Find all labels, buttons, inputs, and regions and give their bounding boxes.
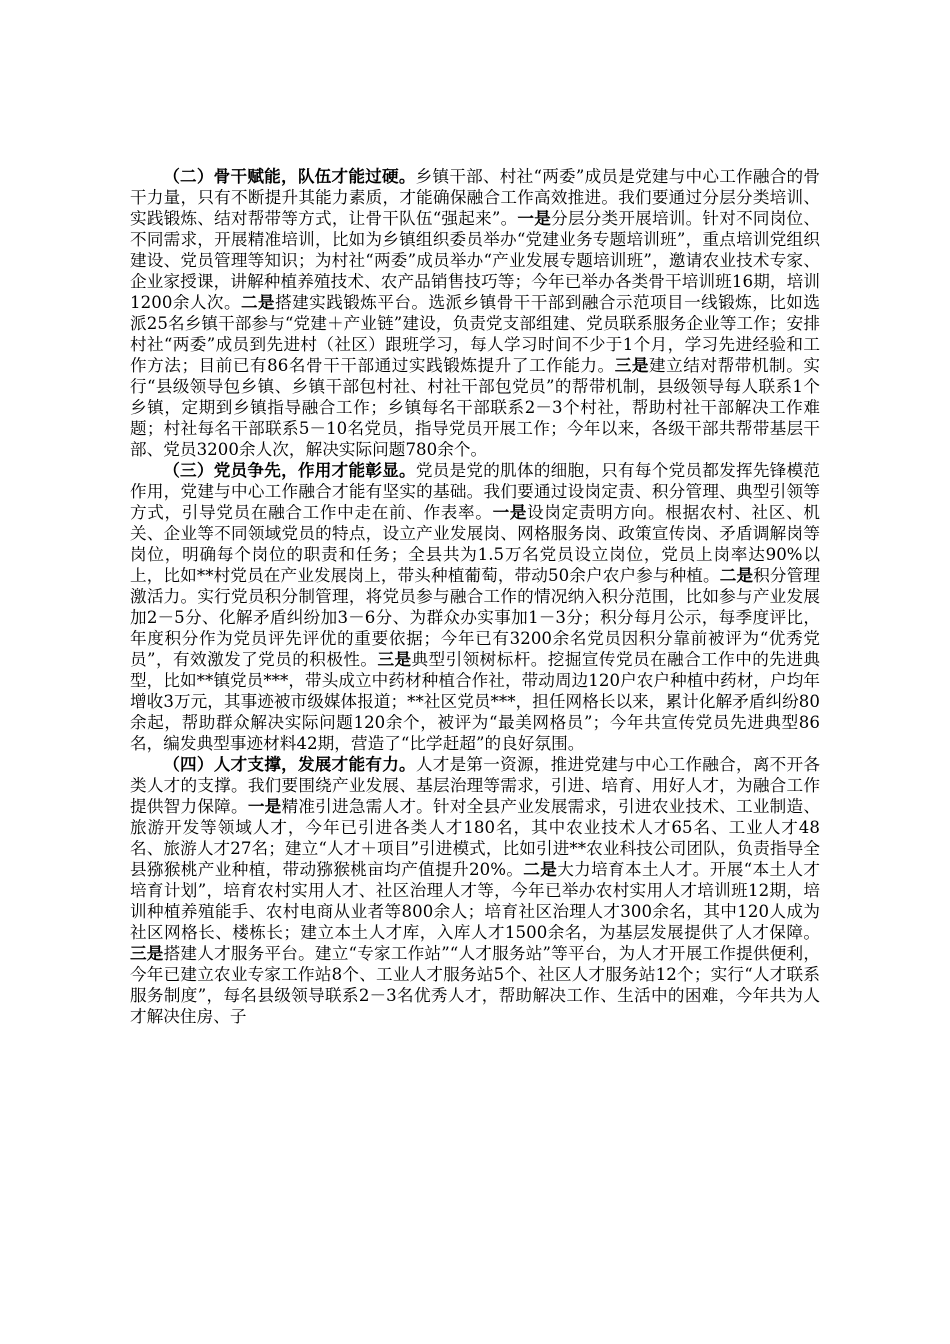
paragraph-text: 分层分类开展培训。针对不同岗位、不同需求，开展精准培训，比如为乡镇组织委员举办“党建业务专题培训班”，重点培训党组织建设、党员管理等知识；为村社“两委”成员举办“产业发展专题培训班”，邀请农业技术专家、企业家授课，讲解种植养殖技术、农产品销售技巧等；今年已举办各类骨干培训班16期，培训1200余人次。: [130, 209, 820, 312]
paragraph-text: 乡镇干部、村社“两委”成员是党建与中心工作融合的骨干力量，只有不断提升其能力素质，才能确保融合工作高效推进。我们要通过分层分类培训、实践锻炼、结对帮带等方式，让骨干队伍“强起来”。: [130, 167, 821, 228]
point-marker: 二是: [241, 292, 276, 312]
point-marker: 二是: [719, 565, 754, 585]
paragraph-text: 人才是第一资源，推进党建与中心工作融合，离不开各类人才的支撑。我们要围绕产业发展、基层治理等需求，引进、培育、用好人才，为融合工作提供智力保障。: [130, 755, 821, 816]
section-heading: （二）骨干赋能，队伍才能过硬。: [163, 166, 416, 186]
document-body: [130, 166, 820, 1027]
paragraph-text: 党员是党的肌体的细胞，只有每个党员都发挥先锋模范作用，党建与中心工作融合才能有坚实的基础。我们要通过设岗定责、积分管理、典型引领等方式，引导党员在融合工作中走在前、作表率。: [130, 461, 821, 522]
point-marker: 三是: [130, 943, 164, 963]
point-marker: 三是: [377, 649, 412, 669]
paragraph-text: 积分管理激活力。实行党员积分制管理，将党员参与融合工作的情况纳入积分范围，比如参与产业发展加2－5分、化解矛盾纠纷加3－6分、为群众办实事加1－3分；积分每月公示，每季度评比，年度积分作为党员评先评优的重要依据；今年已有3200余名党员因积分靠前被评为“优秀党员”，有效激发了党员的积极性。: [130, 566, 820, 669]
section-heading: （四）人才支撑，发展才能有力。: [163, 754, 416, 774]
point-marker: 二是: [523, 859, 558, 879]
paragraph-backbone-empowerment: [130, 166, 820, 460]
paragraph-text: 搭建人才服务平台。建立“专家工作站”“人才服务站”等平台，为人才开展工作提供便利，今年已建立农业专家工作站8个、工业人才服务站5个、社区人才服务站12个；实行“人才联系服务制度”，每名县级领导联系2－3名优秀人才，帮助解决工作、生活中的困难，今年共为人才解决住房、子: [130, 944, 820, 1026]
paragraph-text: 大力培育本土人才。开展“本土人才培育计划”，培育农村实用人才、社区治理人才等，今年已举办农村实用人才培训班12期，培训种植养殖能手、农村电商从业者等800余人；培育社区治理人才300余名，其中120人成为社区网格长、楼栋长；建立本土人才库，入库人才1500余名，为基层发展提供了人才保障。: [130, 860, 820, 942]
paragraph-text: 精准引进急需人才。针对全县产业发展需求，引进农业技术、工业制造、旅游开发等领域人才，今年已引进各类人才180名，其中农业技术人才65名、工业人才48名、旅游人才27名；建立“人才＋项目”引进模式，比如引进**农业科技公司团队，负责指导全县猕猴桃产业种植，带动猕猴桃亩均产值提升20%。: [130, 797, 820, 879]
paragraph-talent-support: [130, 754, 820, 1027]
paragraph-text: 设岗定责明方向。根据农村、社区、机关、企业等不同领域党员的特点，设立产业发展岗、网格服务岗、政策宣传岗、矛盾调解岗等岗位，明确每个岗位的职责和任务；全县共为1.5万名党员设立岗位，党员上岗率达90%以上，比如**村党员在产业发展岗上，带头种植葡萄，带动50余户农户参与种植。: [130, 503, 820, 585]
section-heading: （三）党员争先，作用才能彰显。: [163, 460, 416, 480]
paragraph-text: 建立结对帮带机制。实行“县级领导包乡镇、乡镇干部包村社、村社干部包党员”的帮带机制，县级领导每人联系1个乡镇，定期到乡镇指导融合工作；乡镇每名干部联系2－3个村社，帮助村社干部解决工作难题；村社每名干部联系5－10名党员，指导党员开展工作；今年以来，各级干部共帮带基层干部、党员3200余人次，解决实际问题780余个。: [130, 356, 820, 459]
paragraph-party-members-lead: [130, 460, 820, 754]
paragraph-text: 搭建实践锻炼平台。选派乡镇骨干干部到融合示范项目一线锻炼，比如选派25名乡镇干部参与“党建＋产业链”建设，负责党支部组建、党员联系服务企业等工作；安排村社“两委”成员到先进村（社区）跟班学习，每人学习时间不少于1个月，学习先进经验和工作方法；目前已有86名骨干干部通过实践锻炼提升了工作能力。: [130, 293, 820, 375]
point-marker: 三是: [614, 355, 650, 375]
point-marker: 一是: [517, 208, 552, 228]
point-marker: 一是: [492, 502, 528, 522]
point-marker: 一是: [247, 796, 282, 816]
paragraph-text: 典型引领树标杆。挖掘宣传党员在融合工作中的先进典型，比如**镇党员***，带头成立中药材种植合作社，带动周边120户农户种植中药材，户均年增收3万元，其事迹被市级媒体报道；**社区党员***，担任网格长以来，累计化解矛盾纠纷80余起，帮助群众解决实际问题120余个，被评为“最美网格员”；今年共宣传党员先进典型86名，编发典型事迹材料42期，营造了“比学赶超”的良好氛围。: [130, 650, 820, 753]
